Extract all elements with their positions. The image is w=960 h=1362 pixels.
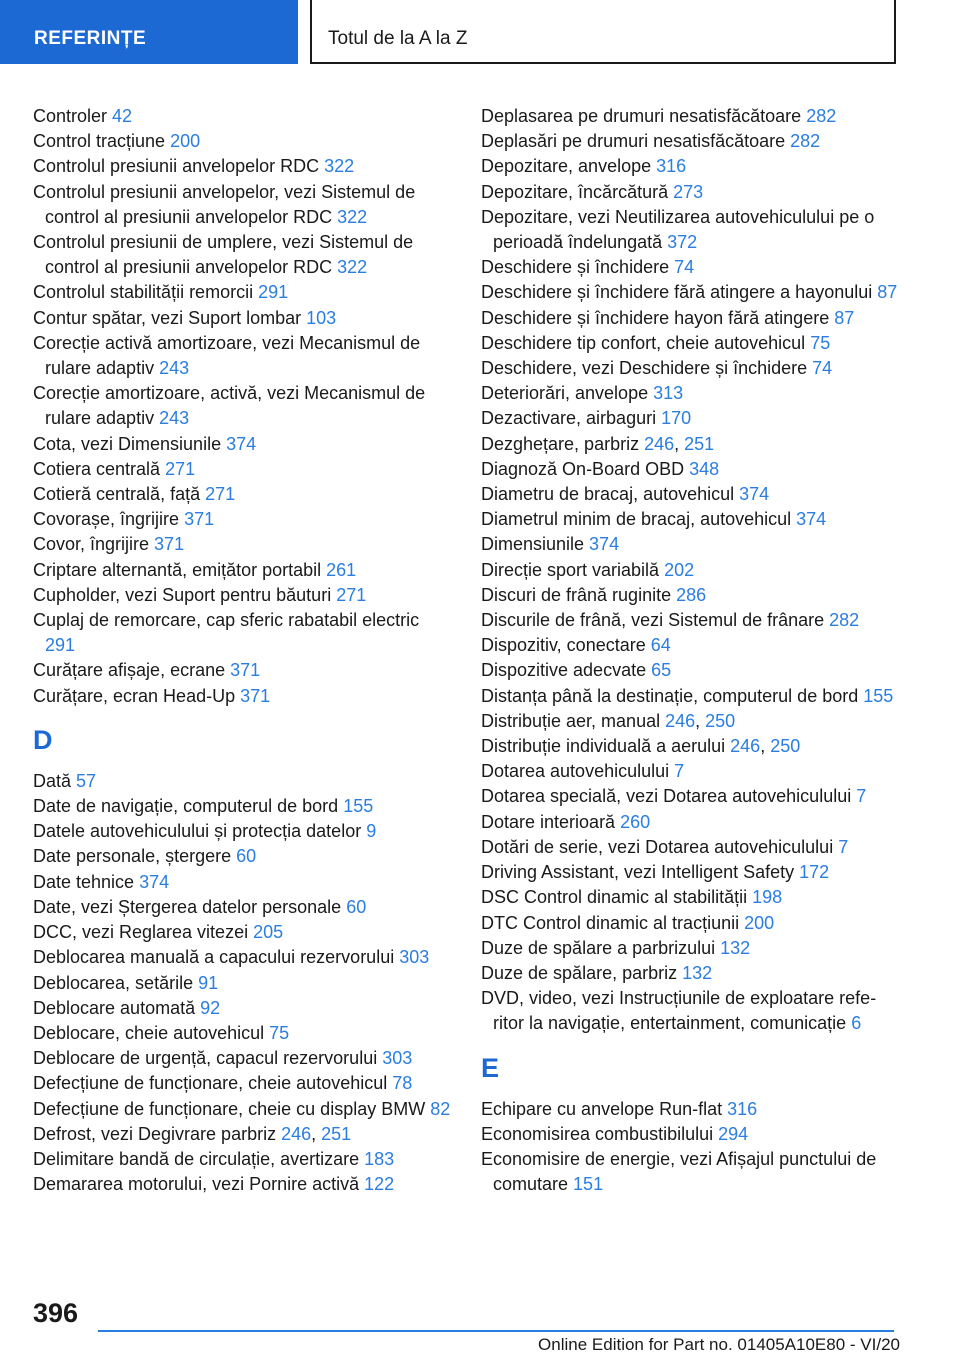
page-link[interactable]: 291 (258, 282, 289, 303)
index-entry (481, 1147, 901, 1197)
index-entry-term: Controlul presiunii de umplere, vezi Sistemul de control al presiunii anvelopelor RDC (33, 232, 414, 278)
index-entry-term: Delimitare bandă de circulație, avertizare (33, 1148, 365, 1169)
index-entry-term: Date personale, ștergere (33, 846, 237, 867)
index-entry (33, 684, 453, 709)
page-link[interactable]: 243 (159, 358, 190, 379)
index-column-right (481, 104, 901, 1197)
index-entry (481, 280, 901, 305)
index-entry (481, 154, 901, 179)
page-link[interactable]: 202 (664, 559, 695, 580)
index-entry (33, 280, 453, 305)
index-entry-term: Dotarea specială, vezi Dotarea autovehiculului (481, 786, 857, 807)
index-entry (33, 1071, 453, 1096)
page-link[interactable]: 374 (589, 534, 620, 555)
index-entry-term: Dotarea autovehiculului (481, 761, 675, 782)
index-entry (33, 381, 453, 431)
index-entry (33, 583, 453, 608)
index-entry (481, 759, 901, 784)
page-link[interactable]: 271 (336, 584, 367, 605)
index-entry-term: Control tracțiune (33, 131, 171, 152)
page-separator: , (674, 433, 685, 454)
page-link[interactable]: 7 (838, 836, 849, 857)
index-entry-term: Date de navigație, computerul de bord (33, 796, 344, 817)
index-entry (33, 306, 453, 331)
index-entry (33, 558, 453, 583)
index-entry (33, 895, 453, 920)
page-link[interactable]: 6 (851, 1013, 862, 1034)
index-entry-term: Dezactivare, airbaguri (481, 408, 662, 429)
index-entry-term: Dotări de serie, vezi Dotarea autovehiculului (481, 836, 839, 857)
page-link[interactable]: 250 (705, 710, 736, 731)
section-tab: REFERINȚE (0, 0, 298, 64)
page-link[interactable]: 57 (76, 770, 97, 791)
index-entry-term: Diametru de bracaj, autovehicul (481, 484, 740, 505)
index-entry-term: Controlul stabilității remorcii (33, 282, 259, 303)
index-entry-term: Cuplaj de remorcare, cap sferic rabatabil electric (33, 610, 420, 631)
index-entry (481, 507, 901, 532)
index-entry (481, 860, 901, 885)
index-entry-term: Diametrul minim de bracaj, autovehicul (481, 509, 797, 530)
index-entry-term: Dimensiunile (481, 534, 590, 555)
index-entry-term: Covor, îngrijire (33, 534, 155, 555)
index-entry-term: DSC Control dinamic al stabilității (481, 887, 753, 908)
page-link[interactable]: 7 (674, 761, 685, 782)
page-link[interactable]: 132 (720, 937, 751, 958)
page-link[interactable]: 42 (112, 106, 133, 126)
index-entry (481, 205, 901, 255)
index-entry-term: Deblocarea, setările (33, 972, 199, 993)
index-entry-term: Depozitare, vezi Neutilizarea autovehiculului pe o perioadă îndelungată (481, 206, 875, 253)
index-entry-term: Cupholder, vezi Suport pentru băuturi (33, 584, 337, 605)
index-entry (33, 794, 453, 819)
index-entry-term: Controlul presiunii anvelopelor, vezi Sistemul de control al presiunii anvelopelor RDC (33, 181, 416, 227)
page-link[interactable]: 261 (326, 559, 357, 580)
page-link[interactable]: 260 (620, 811, 651, 832)
index-entry-term: Deblocarea manuală a capacului rezervorului (33, 947, 400, 968)
page-link[interactable]: 251 (684, 433, 715, 454)
page-link[interactable]: 183 (364, 1148, 395, 1169)
index-entry-term: Deplasarea pe drumuri nesatisfăcătoare (481, 106, 807, 126)
index-entry (481, 1122, 901, 1147)
page-link[interactable]: 303 (399, 947, 430, 968)
index-entry-term: Demararea motorului, vezi Pornire activă (33, 1174, 365, 1195)
index-entry (481, 432, 901, 457)
index-entry-term: Controler (33, 106, 113, 126)
footer-divider (98, 1330, 894, 1332)
index-entry (481, 583, 901, 608)
index-entry-term: Depozitare, încărcătură (481, 181, 674, 202)
page-link[interactable]: 322 (337, 206, 368, 227)
page-link[interactable]: 246 (644, 433, 675, 454)
page-link[interactable]: 271 (205, 484, 236, 505)
index-entry-term: Dispozitiv, conectare (481, 635, 651, 656)
page-link[interactable]: 7 (856, 786, 867, 807)
index-entry (481, 558, 901, 583)
page-link[interactable]: 92 (200, 997, 221, 1018)
page-link[interactable]: 65 (651, 660, 672, 681)
index-entry (481, 709, 901, 734)
index-entry (33, 1147, 453, 1172)
page-link[interactable]: 316 (656, 156, 687, 177)
index-entry (481, 255, 901, 280)
index-entry (33, 457, 453, 482)
index-entry (481, 381, 901, 406)
index-entry (481, 180, 901, 205)
index-entry-term: Dispozitive adecvate (481, 660, 652, 681)
page-link[interactable]: 322 (324, 156, 355, 177)
index-entry-term: Date, vezi Ștergerea datelor personale (33, 896, 347, 917)
page-link[interactable]: 205 (253, 922, 284, 943)
index-entry (33, 996, 453, 1021)
page-link[interactable]: 200 (744, 912, 775, 933)
page-link[interactable]: 286 (676, 584, 707, 605)
index-entry (33, 844, 453, 869)
index-entry-term: Deschidere și închidere fără atingere a hayonului (481, 282, 878, 303)
index-entry-term: Deblocare de urgență, capacul rezervorului (33, 1048, 383, 1069)
page-link[interactable]: 371 (184, 509, 215, 530)
index-entry-term: Economisirea combustibilului (481, 1123, 719, 1144)
page-link[interactable]: 82 (430, 1098, 451, 1119)
index-entry (481, 482, 901, 507)
page-link[interactable]: 371 (240, 685, 271, 706)
edition-footer: Online Edition for Part no. 01405A10E80 - VI/20 (538, 1335, 900, 1354)
index-entry (33, 1122, 453, 1147)
index-entry-term: Defecțiune de funcționare, cheie autovehicul (33, 1073, 393, 1094)
index-entry (33, 1172, 453, 1197)
index-entry (481, 104, 901, 129)
chapter-title: Totul de la A la Z (310, 0, 896, 64)
page-link[interactable]: 87 (877, 282, 898, 303)
page-link[interactable]: 250 (770, 736, 801, 757)
index-entry (33, 769, 453, 794)
index-entry (481, 936, 901, 961)
index-entry (481, 961, 901, 986)
index-entry-term: Economisire de energie, vezi Afișajul punctului de comutare (481, 1148, 877, 1195)
page-separator: , (760, 736, 771, 757)
index-entry (33, 532, 453, 557)
index-entry-term: Corecție amortizoare, activă, vezi Mecanismul de rulare adaptiv (33, 383, 426, 429)
page-link[interactable]: 60 (236, 846, 257, 867)
page-link[interactable]: 374 (796, 509, 827, 530)
index-entry (481, 810, 901, 835)
index-entry-term: Diagnoză On-Board OBD (481, 458, 690, 479)
index-entry-term: Discurile de frână, vezi Sistemul de frânare (481, 610, 830, 631)
index-entry-term: Distribuție aer, manual (481, 710, 666, 731)
index-entry (33, 482, 453, 507)
index-entry-term: Depozitare, anvelope (481, 156, 657, 177)
index-entry (33, 1021, 453, 1046)
page-number: 396 (33, 1298, 79, 1328)
index-entry (481, 331, 901, 356)
page-link[interactable]: 282 (806, 106, 837, 126)
index-entry (481, 608, 901, 633)
page-link[interactable]: 74 (812, 358, 833, 379)
index-entry (33, 945, 453, 970)
index-entry (33, 129, 453, 154)
index-entry (33, 819, 453, 844)
page-link[interactable]: 155 (863, 685, 894, 706)
page-link[interactable]: 374 (226, 433, 257, 454)
index-entry-term: Dotare interioară (481, 811, 621, 832)
page-link[interactable]: 313 (653, 383, 684, 404)
index-entry (481, 885, 901, 910)
page-link[interactable]: 246 (281, 1123, 312, 1144)
index-entry-term: Deschidere și închidere (481, 257, 675, 278)
index-entry-term: Datele autovehiculului și protecția datelor (33, 821, 367, 842)
index-entry-term: Corecție activă amortizoare, vezi Mecanismul de rulare adaptiv (33, 332, 421, 379)
page-link[interactable]: 372 (667, 232, 698, 253)
index-entry (481, 457, 901, 482)
page-link[interactable]: 200 (170, 131, 201, 152)
page-link[interactable]: 374 (739, 484, 770, 505)
index-entry-term: Curățare afișaje, ecrane (33, 660, 231, 681)
page-link[interactable]: 60 (346, 896, 367, 917)
index-entry (481, 734, 901, 759)
index-entry-term: Criptare alternantă, emițător portabil (33, 559, 327, 580)
page-link[interactable]: 151 (573, 1174, 604, 1195)
index-entry (481, 129, 901, 154)
index-entry-term: Deblocare automată (33, 997, 201, 1018)
index-entry-term: Distribuție individuală a aerului (481, 736, 731, 757)
page-link[interactable]: 291 (45, 635, 76, 656)
index-entry-term: Duze de spălare a parbrizului (481, 937, 721, 958)
index-entry (33, 230, 453, 280)
index-entry-term: Curățare, ecran Head-Up (33, 685, 241, 706)
index-entry (33, 507, 453, 532)
index-entry (33, 920, 453, 945)
page-link[interactable]: 371 (154, 534, 185, 555)
page-link[interactable]: 271 (165, 458, 196, 479)
page-header (0, 0, 960, 66)
index-entry (33, 870, 453, 895)
index-entry (33, 1097, 453, 1122)
index-entry-term: Distanța până la destinație, computerul de bord (481, 685, 864, 706)
index-entry-term: Duze de spălare, parbriz (481, 962, 683, 983)
index-entry-term: DTC Control dinamic al tracțiunii (481, 912, 745, 933)
index-entry (481, 658, 901, 683)
index-entry (481, 406, 901, 431)
page-link[interactable]: 246 (730, 736, 761, 757)
page-link[interactable]: 371 (230, 660, 261, 681)
index-entry-term: Dată (33, 770, 77, 791)
index-entry (481, 356, 901, 381)
index-entry-term: Deschidere și închidere hayon fără atingere (481, 307, 835, 328)
page-link[interactable]: 9 (366, 821, 377, 842)
index-entry (481, 1097, 901, 1122)
index-entry-term: Deblocare, cheie autovehicul (33, 1022, 270, 1043)
index-entry-term: Date tehnice (33, 871, 140, 892)
index-column-left (33, 104, 453, 1197)
page-link[interactable]: 78 (392, 1073, 413, 1094)
index-entry (33, 432, 453, 457)
page-link[interactable]: 246 (665, 710, 696, 731)
index-entry-term: DVD, video, vezi Instrucțiunile de exploatare referitor la navigație, entertainment, comunicație (481, 988, 877, 1034)
index-entry (33, 154, 453, 179)
page-link[interactable]: 74 (674, 257, 695, 278)
page-link[interactable]: 273 (673, 181, 704, 202)
index-entry-term: Covorașe, îngrijire (33, 509, 185, 530)
index-entry (481, 986, 901, 1036)
index-entry-term: Echipare cu anvelope Run-flat (481, 1098, 728, 1119)
index-entry-term: Cota, vezi Dimensiunile (33, 433, 227, 454)
index-entry-term: Controlul presiunii anvelopelor RDC (33, 156, 325, 177)
page-link[interactable]: 294 (718, 1123, 749, 1144)
index-letter-heading: E (481, 1052, 500, 1083)
index-entry-term: Dezghețare, parbriz (481, 433, 645, 454)
index-entry-term: DCC, vezi Reglarea vitezei (33, 922, 254, 943)
page-link[interactable]: 243 (159, 408, 190, 429)
index-entry-term: Deschidere, vezi Deschidere și închidere (481, 358, 813, 379)
index-letter-heading: D (33, 724, 53, 755)
index-entry-term: Defrost, vezi Degivrare parbriz (33, 1123, 282, 1144)
page-link[interactable]: 64 (650, 635, 671, 656)
page-link[interactable]: 322 (337, 257, 368, 278)
index-entry-term: Cotieră centrală, față (33, 484, 206, 505)
index-entry (481, 784, 901, 809)
index-entry (33, 331, 453, 381)
page-link[interactable]: 282 (790, 131, 821, 152)
page-link[interactable]: 75 (810, 332, 831, 353)
page-separator: , (311, 1123, 322, 1144)
index-entry-term: Discuri de frână ruginite (481, 584, 677, 605)
index-entry (481, 835, 901, 860)
index-entry-term: Deschidere tip confort, cheie autovehicul (481, 332, 811, 353)
index-entry (481, 684, 901, 709)
page-link[interactable]: 374 (139, 871, 170, 892)
page-link[interactable]: 155 (343, 796, 374, 817)
index-entry-term: Contur spătar, vezi Suport lombar (33, 307, 307, 328)
page-link[interactable]: 91 (198, 972, 219, 993)
index-entry (33, 608, 453, 658)
index-entry-term: Deplasări pe drumuri nesatisfăcătoare (481, 131, 791, 152)
page-link[interactable]: 132 (682, 962, 713, 983)
page-link[interactable]: 87 (834, 307, 855, 328)
page-link[interactable]: 103 (306, 307, 337, 328)
page-link[interactable]: 316 (727, 1098, 758, 1119)
index-entry (33, 104, 453, 129)
page-link[interactable]: 282 (829, 610, 860, 631)
index-entry-term: Defecțiune de funcționare, cheie cu display BMW (33, 1098, 431, 1119)
index-entry-term: Direcție sport variabilă (481, 559, 665, 580)
index-entry-term: Deteriorări, anvelope (481, 383, 654, 404)
index-entry (33, 971, 453, 996)
index-entry (481, 911, 901, 936)
page-link[interactable]: 198 (752, 887, 783, 908)
index-entry (33, 180, 453, 230)
page-link[interactable]: 348 (689, 458, 720, 479)
index-entry (481, 532, 901, 557)
page-link[interactable]: 172 (799, 862, 830, 883)
index-entry-term: Driving Assistant, vezi Intelligent Safety (481, 862, 800, 883)
index-entry-term: Cotiera centrală (33, 458, 166, 479)
index-entry (481, 306, 901, 331)
index-entry (33, 1046, 453, 1071)
page-separator: , (695, 710, 706, 731)
page-link[interactable]: 170 (661, 408, 692, 429)
page-link[interactable]: 122 (364, 1174, 395, 1195)
page-link[interactable]: 75 (269, 1022, 290, 1043)
index-entry (33, 658, 453, 683)
page-link[interactable]: 251 (321, 1123, 352, 1144)
index-entry (481, 633, 901, 658)
page-link[interactable]: 303 (382, 1048, 413, 1069)
